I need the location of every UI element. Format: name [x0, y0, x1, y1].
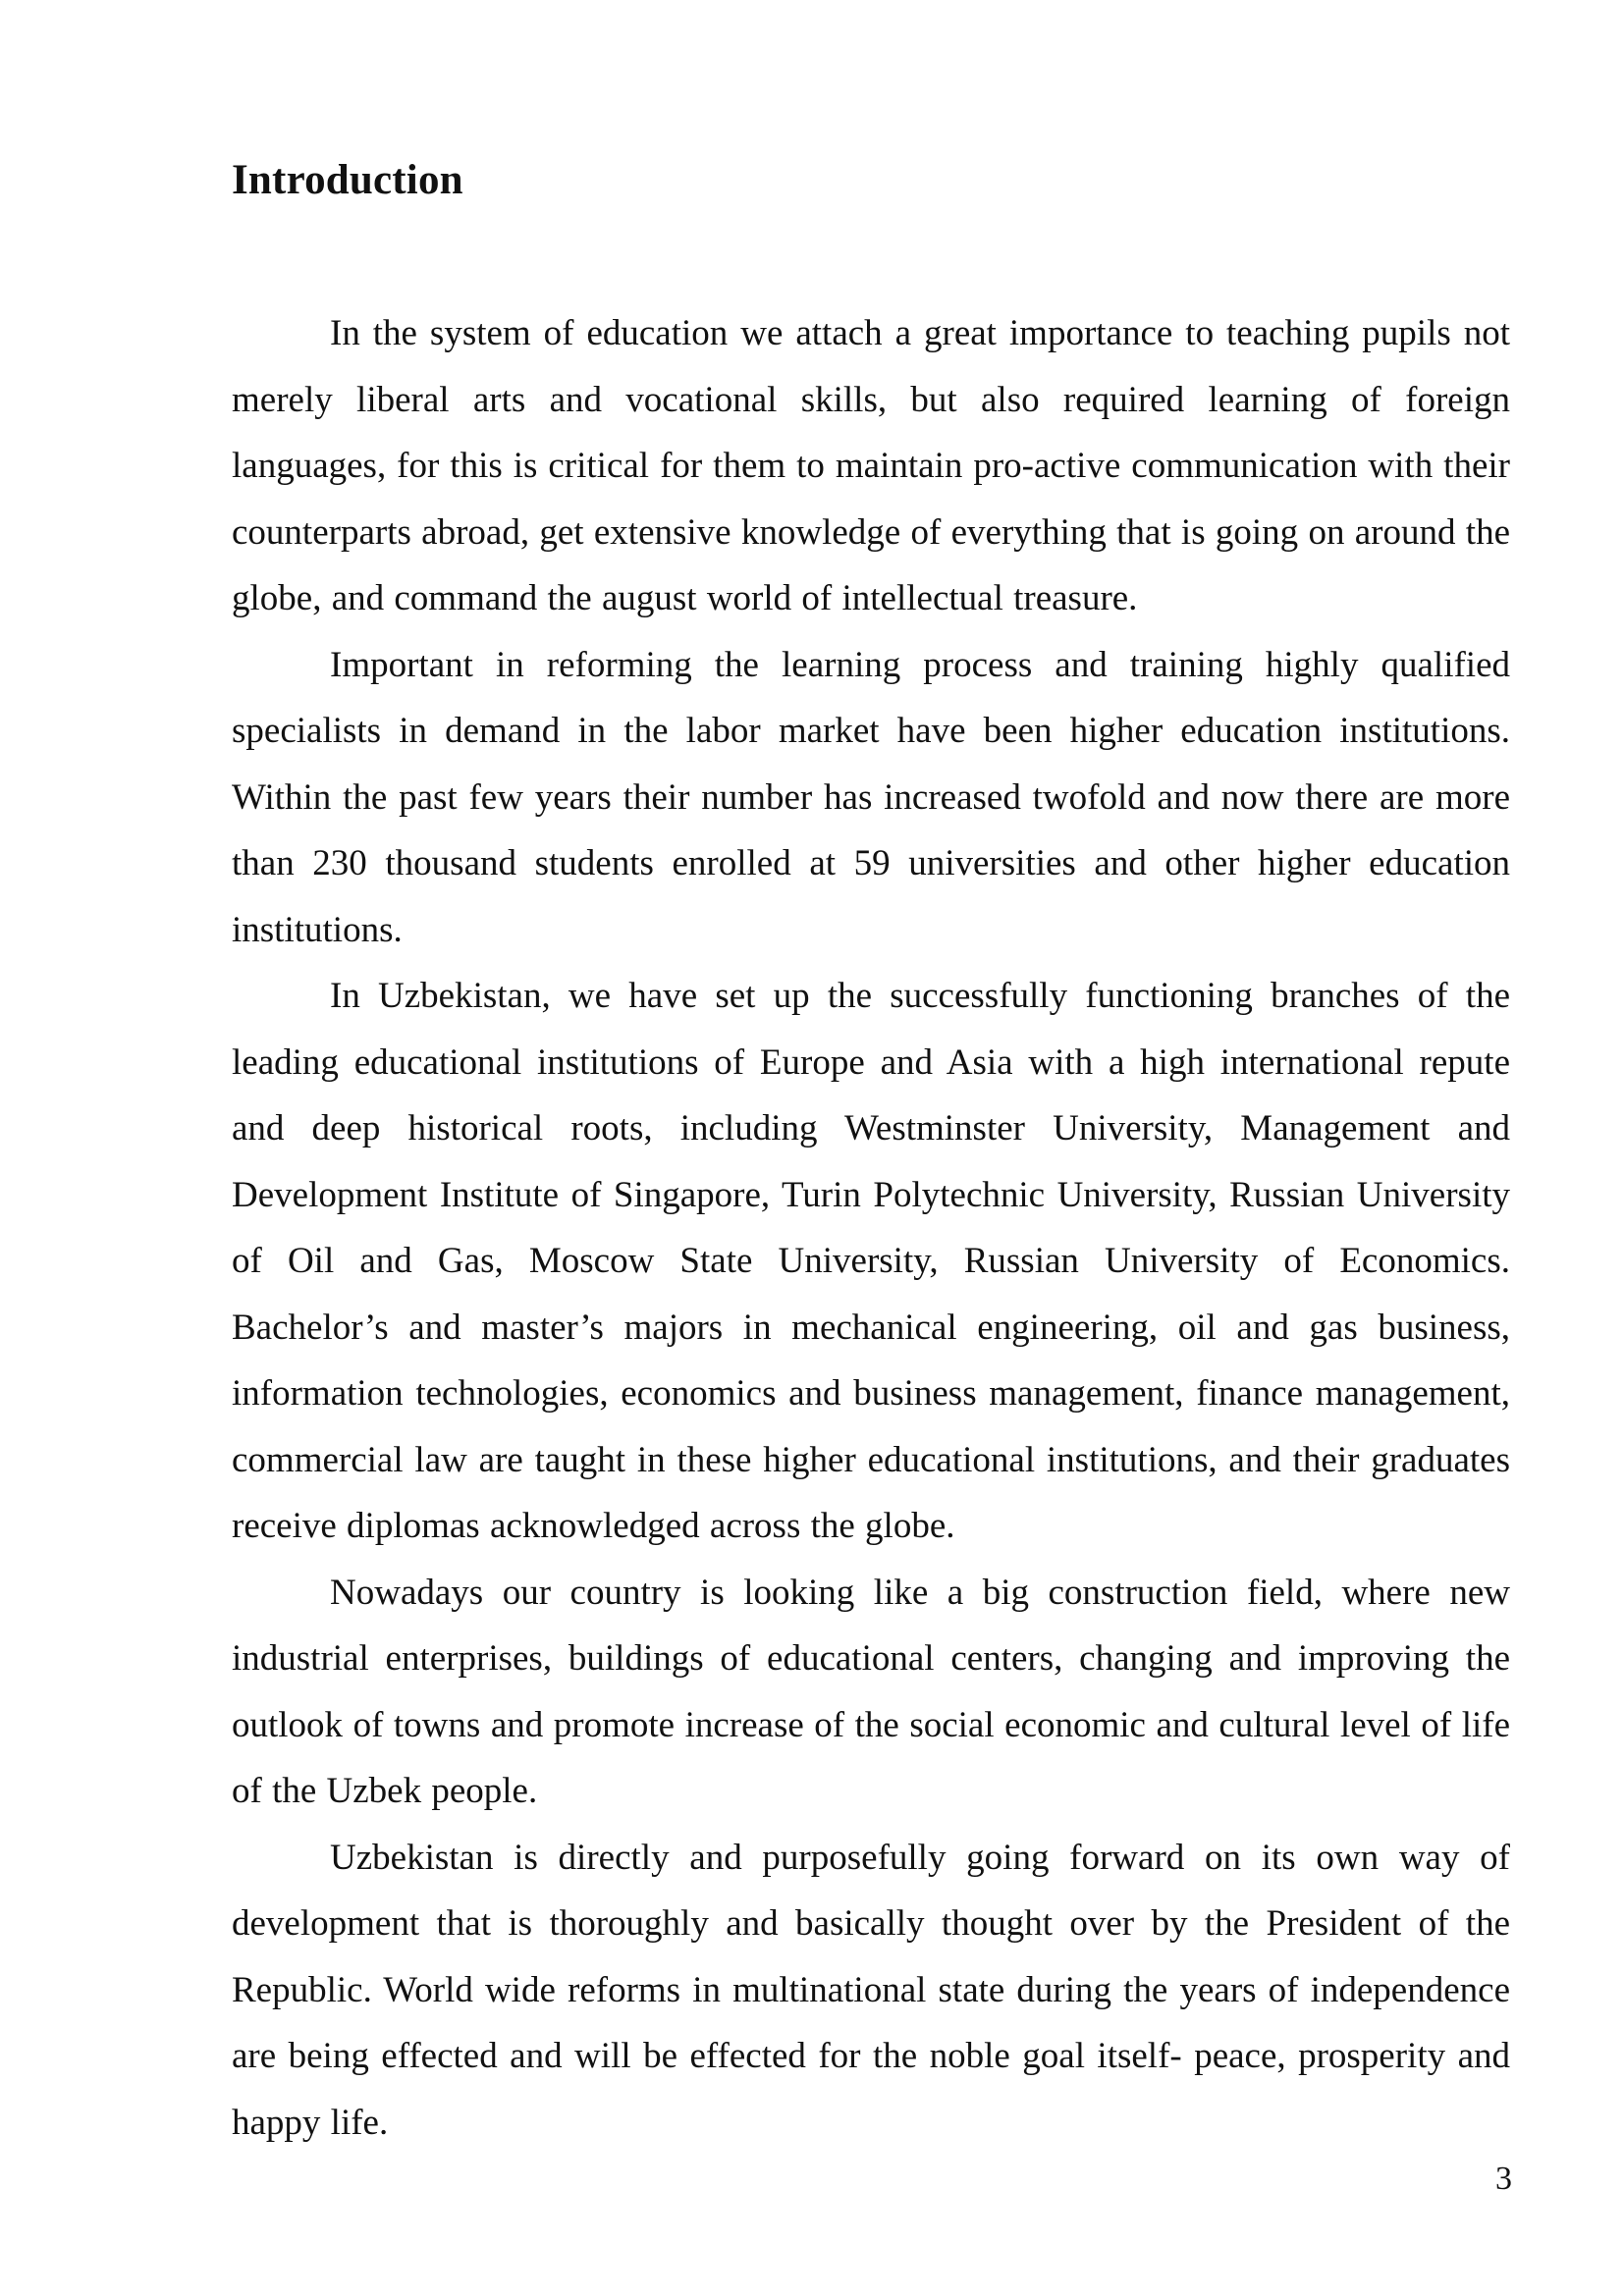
paragraph-4: Nowadays our country is looking like a big construction field, where new industrial enterprises, buildings of educational centers, changing and improving the outlook of towns and promote increase of the social economic and cultural level of life of the Uzbek people. [232, 1572, 1510, 1811]
paragraph-2: Important in reforming the learning process and training highly qualified specialists in demand in the labor market have been higher education institutions. Within the past few years their number has increased twofold and now there are more than 230 thousand students enrolled at 59 universities and other higher education institutions. [232, 644, 1510, 950]
body-text [232, 300, 1510, 2156]
paragraph-3: In Uzbekistan, we have set up the successfully functioning branches of the leading educational institutions of Europe and Asia with a high international repute and deep historical roots, including Westminster University, Management and Development Institute of Singapore, Turin Polytechnic University, Russian University of Oil and Gas, Moscow State University, Russian University of Economics. Bachelor’s and master’s majors in mechanical engineering, oil and gas business, information technologies, economics and business management, finance management, commercial law are taught in these higher educational institutions, and their graduates receive diplomas acknowledged across the globe. [232, 976, 1510, 1546]
section-heading: Introduction [232, 157, 463, 203]
paragraph-1: In the system of education we attach a great importance to teaching pupils not merely liberal arts and vocational skills, but also required learning of foreign languages, for this is critical for them to maintain pro-active communication with their counterparts abroad, get extensive knowledge of everything that is going on around the globe, and command the august world of intellectual treasure. [232, 313, 1510, 618]
page-number: 3 [1495, 2161, 1512, 2197]
paragraph-5: Uzbekistan is directly and purposefully going forward on its own way of development that is thoroughly and basically thought over by the President of the Republic. World wide reforms in multinational state during the years of independence are being effected and will be effected for the noble goal itself- peace, prosperity and happy life. [232, 1837, 1510, 2143]
